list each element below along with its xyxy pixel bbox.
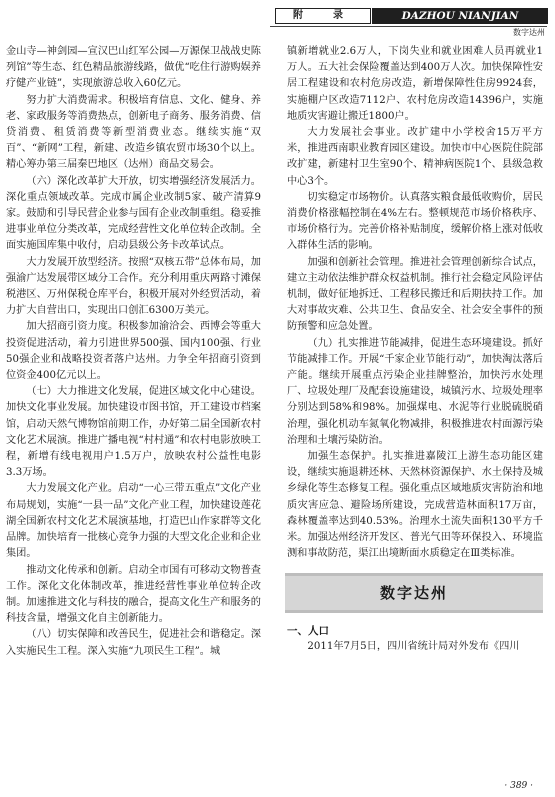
page-header xyxy=(0,5,555,41)
section-banner: 数字达州 xyxy=(285,573,543,613)
paragraph: （八）切实保障和改善民生，促进社会和谐稳定。深入实施民生工程。深入实施“九项民生工程”。城 xyxy=(6,629,261,657)
paragraph: 大力发展社会事业。改扩建中小学校舍15万平方米，推进西南职业教育园区建设。加快市中心医院住院部改扩建，新建村卫生室90个、精神病医院1个、县级急救中心3个。 xyxy=(287,127,543,187)
section-heading: 一、人口 xyxy=(287,624,329,637)
paragraph: 金山寺—神剑园—宣汉巴山红军公园—万源保卫战战史陈列馆”等生态、红色精品旅游线路，做优“吃住行游购娱养疗健产业链”，实现旅游总收入60亿元。 xyxy=(6,46,261,90)
page-number: · 389 · xyxy=(504,781,533,791)
paragraph: 加大招商引资力度。积极参加渝洽会、西博会等重大投资促进活动，着力引进世界500强、国内100强、行业50强企业和战略投资者落户达州。力争全年招商引资到位资金400亿元以上。 xyxy=(6,321,261,382)
paragraph: （九）扎实推进节能减排，促进生态环境建设。抓好节能减排工作。开展“千家企业节能行动”，加快淘汰落后产能。继续开展重点污染企业挂牌整治，加快污水处理厂、垃圾处理厂及配套设施建设，城镇污水、垃圾处理率分别达到58%和98%。加强煤电、水泥等行业脱硫脱硝治理，强化机动车氮氧化物减排，积极推进农村面源污染治理和土壤污染防治。 xyxy=(287,337,543,446)
paragraph: 加强生态保护。扎实推进嘉陵江上游生态功能区建设，继续实施退耕还林、天然林资源保护、水土保持及城乡绿化等生态修复工程。强化重点区域地质灾害防治和地质灾害应急、避险场所建设，完成营造林面积17万亩，森林覆盖率达到40.53%。治理水土流失面积130平方千米。加强达州经济开发区、普光气田等环保投入、环境监测和事故防范，渠江出境断面水质稳定在Ⅲ类标准。 xyxy=(287,451,543,560)
paragraph: 推动文化传承和创新。启动全市国有可移动文物普查工作。深化文化体制改革，推进经营性事业单位转企改制。加速推进文化与科技的融合，提高文化生产和服务的科技含量，增强文化自主创新能力。 xyxy=(6,564,261,625)
paragraph: （六）深化改革扩大开放，切实增强经济发展活力。深化重点领域改革。完成市属企业改制5家、破产清算9家。鼓励和引导民营企业参与国有企业改制重组。稳妥推进事业单位分类改革，完成经营性文化单位转企改制。全面实施国库集中收付，启动县级公务卡改革试点。 xyxy=(6,175,261,252)
right-column-text xyxy=(287,44,543,563)
header-subsection: 数字达州 xyxy=(513,28,545,37)
paragraph: 努力扩大消费需求。积极培育信息、文化、健身、养老、家政服务等消费热点，创新电子商务、服务消费、信贷消费、租赁消费等新型消费业态。继续实施“双百”、“新网”工程，新建、改造乡镇农贸市场30个以上。精心筹办第三届秦巴地区（达州）商品交易会。 xyxy=(6,94,261,171)
paragraph: （七）大力推进文化发展，促进区域文化中心建设。加快文化事业发展。加快建设市图书馆，开工建设市档案馆，启动天然气博物馆前期工作，办好第二届全国新农村文化艺术展演。推进广播电视“村村通”和农村电影放映工程，新增有线电视用户1.5万户，放映农村公益性电影3.3万场。 xyxy=(6,386,261,479)
header-journal-title: DAZHOU NIANJIAN xyxy=(372,8,548,24)
paragraph: 切实稳定市场物价。认真落实粮食最低收购价，居民消费价格涨幅控制在4%左右。整顿规范市场价格秩序、市场价格行为。完善价格补贴制度，缓解价格上涨对低收入群体生活的影响。 xyxy=(287,191,543,252)
paragraph: 大力发展文化产业。启动“一心三带五重点”文化产业布局规划，实施“一县一品”文化产业工程，加快建设莲花湖全国新农村文化艺术展演基地，打造巴山作家群等文化品牌。加快培育一批核心竞争力强的大型文化企业和企业集团。 xyxy=(6,483,261,560)
paragraph: 大力发展开放型经济。按照“双核五带”总体布局，加强渝广达发展带区域分工合作。充分利用重庆两路寸滩保税港区、万州保税仓库平台，积极开展对外经贸活动，着力扩大自营出口，实现出口创汇6300万美元。 xyxy=(6,256,261,317)
left-column xyxy=(6,44,261,660)
header-rule xyxy=(270,26,547,27)
paragraph: 加强和创新社会管理。推进社会管理创新综合试点，建立主动依法维护群众权益机制。推行社会稳定风险评估机制，做好征地拆迁、工程移民搬迁和后期扶持工作。加大对事故灾难、公共卫生、食品安全、社会安全事件的预防预警和应急处置。 xyxy=(287,256,543,333)
right-column xyxy=(287,44,543,655)
paragraph: 镇新增就业2.6万人，下岗失业和就业困难人员再就业1万人。五大社会保险覆盖达到400万人次。加快保障性安居工程建设和农村危房改造，新增保障性住房9924套，实施棚户区改造7112户、农村危房改造14396户，实施地质灾害避让搬迁1800户。 xyxy=(287,46,543,122)
header-section-label: 附 录 xyxy=(275,8,371,24)
paragraph: 2011年7月5日，四川省统计局对外发布《四川 xyxy=(307,640,520,652)
